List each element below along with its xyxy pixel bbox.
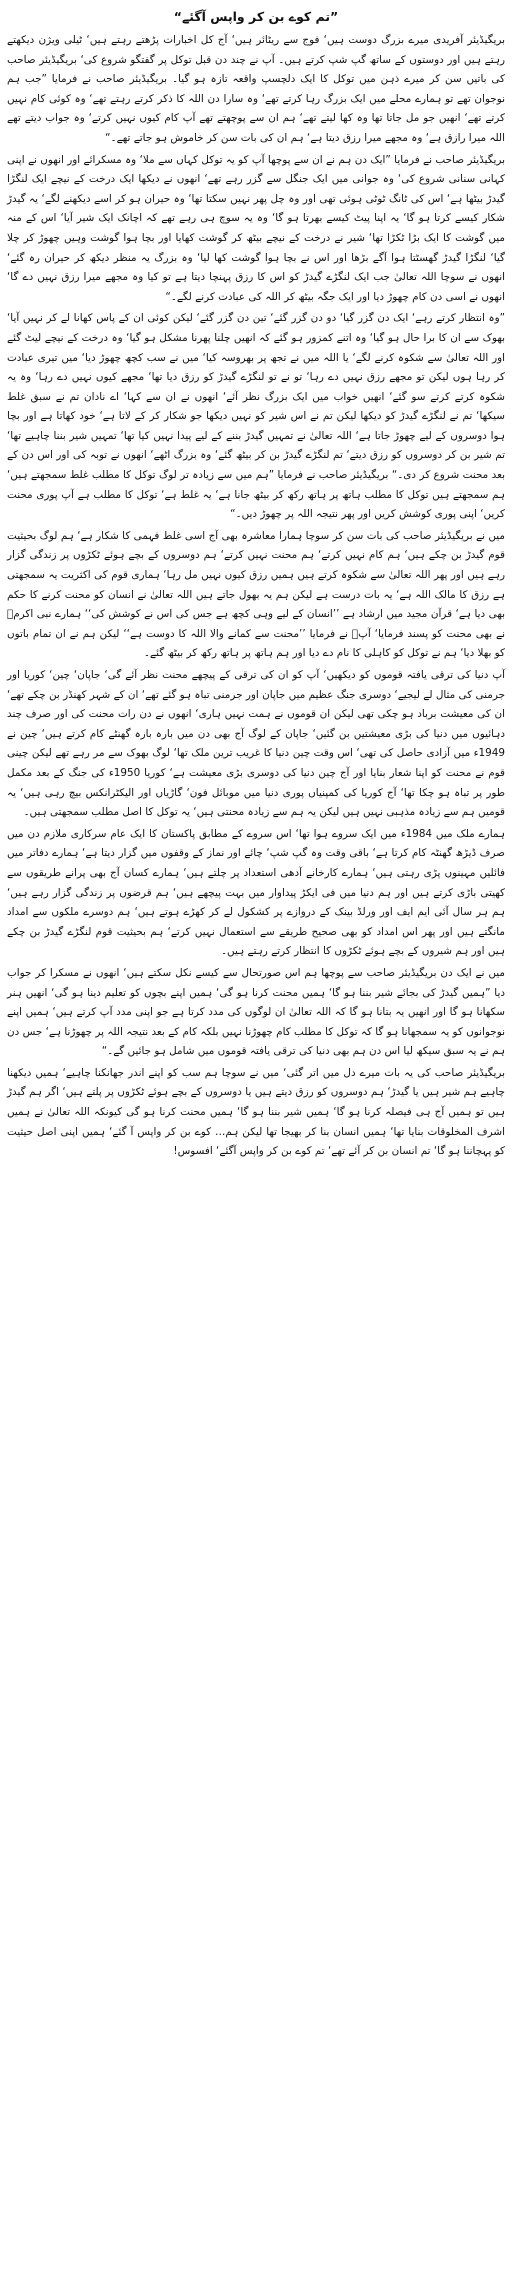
article-paragraph-3: ”وہ انتظار کرتے رہے‘ ایک دن گزر گیا‘ دو دن گزر گئے‘ تین دن گزر گئے‘ لیکن کوئی ان کے پاس کھانا لے کر نہیں آیا‘ بھوک سے ان کا برا حال ہو گیا‘ وہ اتنے کمزور ہو گئے کہ انھیں چلنا پھرنا مشکل ہو گیا‘ وہ درخت کے نیچے لیٹ گئے اور اللہ تعالیٰ سے شکوہ کرنے لگے‘ یا اللہ میں نے تجھ پر بھروسہ کیا‘ میں نے سب کچھ چھوڑ دیا‘ میں تیری عبادت کر رہا ہوں لیکن تو مجھے رزق نہیں دے رہا‘ تو نے تو لنگڑے گیدڑ کو رزق دیا تھا‘ مجھے کیوں نہیں دے رہا‘ وہ یہ شکوہ کرتے کرتے سو گئے‘ انھیں خواب میں ایک بزرگ نظر آئے‘ انھوں نے ان سے کہا‘ اے نادان تم نے سبق غلط سیکھا‘ تم نے لنگڑے گیدڑ کو دیکھا لیکن تم نے اس شیر کو نہیں دیکھا جو شکار کر کے لاتا ہے‘ خود کھاتا ہے اور بچا ہوا دوسروں کے لیے چھوڑ جاتا ہے‘ اللہ تعالیٰ نے تمہیں گیدڑ بننے کے لیے پیدا نہیں کیا تھا‘ تمہیں شیر بننا چاہیے تھا‘ تم شیر بن کر دوسروں کو رزق دیتے‘ تم لنگڑے گیدڑ بن کر بیٹھ گئے‘ وہ بزرگ اٹھے‘ انھوں نے توبہ کی اور اس دن کے بعد محنت شروع کر دی۔“ بریگیڈیئر صاحب نے فرمایا ”ہم میں سے زیادہ تر لوگ توکل کا مطلب غلط سمجھتے ہیں‘ ہم سمجھتے ہیں توکل کا مطلب ہاتھ پر ہاتھ رکھ کر بیٹھ جانا ہے‘ یہ غلط ہے‘ توکل کا مطلب ہے آپ پوری محنت کریں‘ اپنی پوری کوشش کریں اور پھر نتیجہ اللہ پر چھوڑ دیں۔“ bbox=[7, 312, 505, 521]
article-headline: ”تم کوے بن کر واپس آگئے“ bbox=[173, 9, 339, 24]
article-paragraph-7: میں نے ایک دن بریگیڈیئر صاحب سے پوچھا ہم اس صورتحال سے کیسے نکل سکتے ہیں‘ انھوں نے مسکرا کر جواب دیا ”ہمیں گیدڑ کی بجائے شیر بننا ہو گا‘ ہمیں محنت کرنا ہو گی‘ ہمیں اپنے بچوں کو تعلیم دینا ہو گی‘ انھیں ہنر سکھانا ہو گا اور انھیں یہ بتانا ہو گا کہ اللہ تعالیٰ ان لوگوں کی مدد کرتا ہے جو اپنی مدد آپ کرتے ہیں‘ ہمیں اپنے نوجوانوں کو یہ سمجھانا ہو گا کہ توکل کا مطلب کام چھوڑنا نہیں بلکہ کام کے بعد نتیجہ اللہ پر چھوڑنا ہے‘ جس دن ہم نے یہ سبق سیکھ لیا اس دن ہم بھی دنیا کی ترقی یافتہ قوموں میں شامل ہو جائیں گے۔“ bbox=[7, 966, 505, 1058]
article-paragraph-2: بریگیڈیئر صاحب نے فرمایا ”ایک دن ہم نے ان سے پوچھا آپ کو یہ توکل کہاں سے ملا‘ وہ مسکرائے اور انھوں نے اپنی کہانی سنانی شروع کی‘ وہ جوانی میں ایک جنگل سے گزر رہے تھے‘ انھوں نے دیکھا ایک درخت کے نیچے ایک لنگڑا گیدڑ بیٹھا ہے‘ اس کی ٹانگ ٹوٹی ہوئی تھی اور وہ چل پھر نہیں سکتا تھا‘ وہ حیران ہو کر اسے دیکھنے لگے‘ یہ گیدڑ شکار کیسے کرتا ہو گا‘ یہ اپنا پیٹ کیسے بھرتا ہو گا‘ وہ یہ سوچ ہی رہے تھے کہ اچانک ایک شیر آیا‘ اس کے منہ میں گوشت کا ایک بڑا ٹکڑا تھا‘ شیر نے درخت کے نیچے بیٹھ کر گوشت کھایا اور بچا ہوا گوشت وہیں چھوڑ کر چلا گیا‘ لنگڑا گیدڑ گھسٹتا ہوا آگے بڑھا اور اس نے بچا ہوا گوشت کھا لیا‘ وہ بزرگ یہ منظر دیکھ کر حیران رہ گئے‘ انھوں نے سوچا اللہ تعالیٰ جب ایک لنگڑے گیدڑ کو اس کا رزق پہنچا دیتا ہے تو کیا وہ مجھے میرا رزق نہیں دے گا‘ انھوں نے اسی دن کام چھوڑ دیا اور ایک جگہ بیٹھ کر اللہ کی عبادت کرنے لگے۔“ bbox=[7, 153, 505, 303]
article-body bbox=[7, 31, 505, 1162]
article-paragraph-5: آپ دنیا کی ترقی یافتہ قوموں کو دیکھیں‘ آپ کو ان کی ترقی کے پیچھے محنت نظر آئے گی‘ جاپان‘ چین‘ کوریا اور جرمنی کی مثال لے لیجیے‘ دوسری جنگ عظیم میں جاپان اور جرمنی تباہ ہو گئے تھے‘ ان کے شہر کھنڈر بن چکے تھے‘ ان کی معیشت برباد ہو چکی تھی لیکن ان قوموں نے ہمت نہیں ہاری‘ انھوں نے دن رات محنت کی اور صرف چند دہائیوں میں دنیا کی بڑی معیشتیں بن گئیں‘ جاپان کے لوگ آج بھی دن میں بارہ بارہ گھنٹے کام کرتے ہیں‘ چین نے 1949ء میں آزادی حاصل کی تھی‘ اس وقت چین دنیا کا غریب ترین ملک تھا‘ لوگ بھوک سے مر رہے تھے لیکن چینی قوم نے محنت کو اپنا شعار بنایا اور آج چین دنیا کی دوسری بڑی معیشت ہے‘ کوریا 1950ء کی جنگ کے بعد مکمل طور پر تباہ ہو چکا تھا‘ آج کوریا کی کمپنیاں پوری دنیا میں موبائل فون‘ گاڑیاں اور الیکٹرانکس بیچ رہی ہیں‘ یہ قومیں ہم سے زیادہ مذہبی نہیں ہیں لیکن یہ ہم سے زیادہ محنتی ہیں‘ یہ توکل کا اصل مطلب سمجھتی ہیں۔ bbox=[7, 669, 505, 819]
article-paragraph-8: بریگیڈیئر صاحب کی یہ بات میرے دل میں اتر گئی‘ میں نے سوچا ہم سب کو اپنے اندر جھانکنا چاہیے‘ ہمیں دیکھنا چاہیے ہم شیر ہیں یا گیدڑ‘ ہم دوسروں کو رزق دیتے ہیں یا دوسروں کے بچے ہوئے ٹکڑوں پر پلتے ہیں‘ اگر ہم گیدڑ ہیں تو ہمیں آج ہی فیصلہ کرنا ہو گا‘ ہمیں شیر بننا ہو گا‘ ہمیں محنت کرنا ہو گی کیونکہ اللہ تعالیٰ نے ہمیں اشرف المخلوقات بنایا تھا‘ ہمیں انسان بنا کر بھیجا تھا لیکن ہم… کوے بن کر واپس آ گئے‘ ہمیں اپنی اصل حیثیت کو پہچاننا ہو گا‘ تم انسان بن کر آئے تھے‘ تم کوے بن کر واپس آگئے‘ افسوس! bbox=[7, 1066, 505, 1158]
article-paragraph-1: بریگیڈیئر آفریدی میرے بزرگ دوست ہیں‘ فوج سے ریٹائر ہیں‘ آج کل اخبارات پڑھتے رہتے ہیں‘ ٹیلی ویژن دیکھتے رہتے ہیں اور دوستوں کے ساتھ گپ شپ کرتے ہیں۔ آپ نے چند دن قبل توکل پر گفتگو شروع کی‘ بریگیڈیئر صاحب کی باتیں سن کر میرے ذہن میں توکل کا ایک دلچسپ واقعہ تازہ ہو گیا۔ بریگیڈیئر صاحب نے فرمایا ”جب ہم نوجوان تھے تو ہمارے محلے میں ایک بزرگ رہا کرتے تھے‘ وہ سارا دن اللہ کا ذکر کرتے رہتے تھے‘ وہ کوئی کام نہیں کرتے تھے‘ انھیں جو مل جاتا تھا وہ کھا لیتے تھے‘ ہم ان سے پوچھتے تھے آپ کام کیوں نہیں کرتے‘ وہ جواب دیتے تھے اللہ میرا رازق ہے‘ وہ مجھے میرا رزق دیتا ہے‘ ہم ان کی بات سن کر خاموش ہو جاتے تھے۔“ bbox=[7, 34, 505, 144]
article-paragraph-4: میں نے بریگیڈیئر صاحب کی بات سن کر سوچا ہمارا معاشرہ بھی آج اسی غلط فہمی کا شکار ہے‘ ہم لوگ بحیثیت قوم گیدڑ بن چکے ہیں‘ ہم کام نہیں کرتے‘ ہم محنت نہیں کرتے‘ ہم دوسروں کے بچے ہوئے ٹکڑوں پر زندگی گزار رہے ہیں اور پھر اللہ تعالیٰ سے شکوہ کرتے ہیں ہمیں رزق کیوں نہیں مل رہا‘ ہماری قوم کی اکثریت یہ سمجھتی ہے رزق کا مالک اللہ ہے‘ یہ بات درست ہے لیکن ہم یہ بھول جاتے ہیں اللہ تعالیٰ نے انسان کو محنت کرنے کا حکم بھی دیا ہے‘ قرآن مجید میں ارشاد ہے ’’انسان کے لیے وہی کچھ ہے جس کی اس نے کوشش کی‘‘ ہمارے نبی اکرمؐ نے بھی محنت کو پسند فرمایا‘ آپؐ نے فرمایا ’’محنت سے کمانے والا اللہ کا دوست ہے‘‘ لیکن ہم نے ان تمام باتوں کو بھلا دیا‘ ہم نے توکل کو کاہلی کا نام دے دیا اور ہم ہاتھ پر ہاتھ رکھ کر بیٹھ گئے۔ bbox=[7, 529, 505, 660]
article-paragraph-6: ہمارے ملک میں 1984ء میں ایک سروے ہوا تھا‘ اس سروے کے مطابق پاکستان کا ایک عام سرکاری ملازم دن میں صرف ڈیڑھ گھنٹہ کام کرتا ہے‘ باقی وقت وہ گپ شپ‘ چائے اور نماز کے وقفوں میں گزار دیتا ہے‘ ہمارے دفاتر میں فائلیں مہینوں پڑی رہتی ہیں‘ ہمارے کارخانے آدھی استعداد پر چلتے ہیں‘ ہمارے کسان آج بھی پرانے طریقوں سے کھیتی باڑی کرتے ہیں اور ہم دنیا میں فی ایکڑ پیداوار میں بہت پیچھے ہیں‘ ہم قرضوں پر زندگی گزار رہے ہیں‘ ہم ہر سال آئی ایم ایف اور ورلڈ بینک کے دروازے پر کشکول لے کر کھڑے ہوتے ہیں‘ ہم دوسرے ملکوں سے امداد مانگتے ہیں اور پھر اس امداد کو بھی صحیح طریقے سے استعمال نہیں کرتے‘ ہم بحیثیت قوم لنگڑے گیدڑ بن چکے ہیں اور ہم شیروں کے بچے ہوئے ٹکڑوں کا انتظار کرتے رہتے ہیں۔ bbox=[7, 827, 505, 958]
